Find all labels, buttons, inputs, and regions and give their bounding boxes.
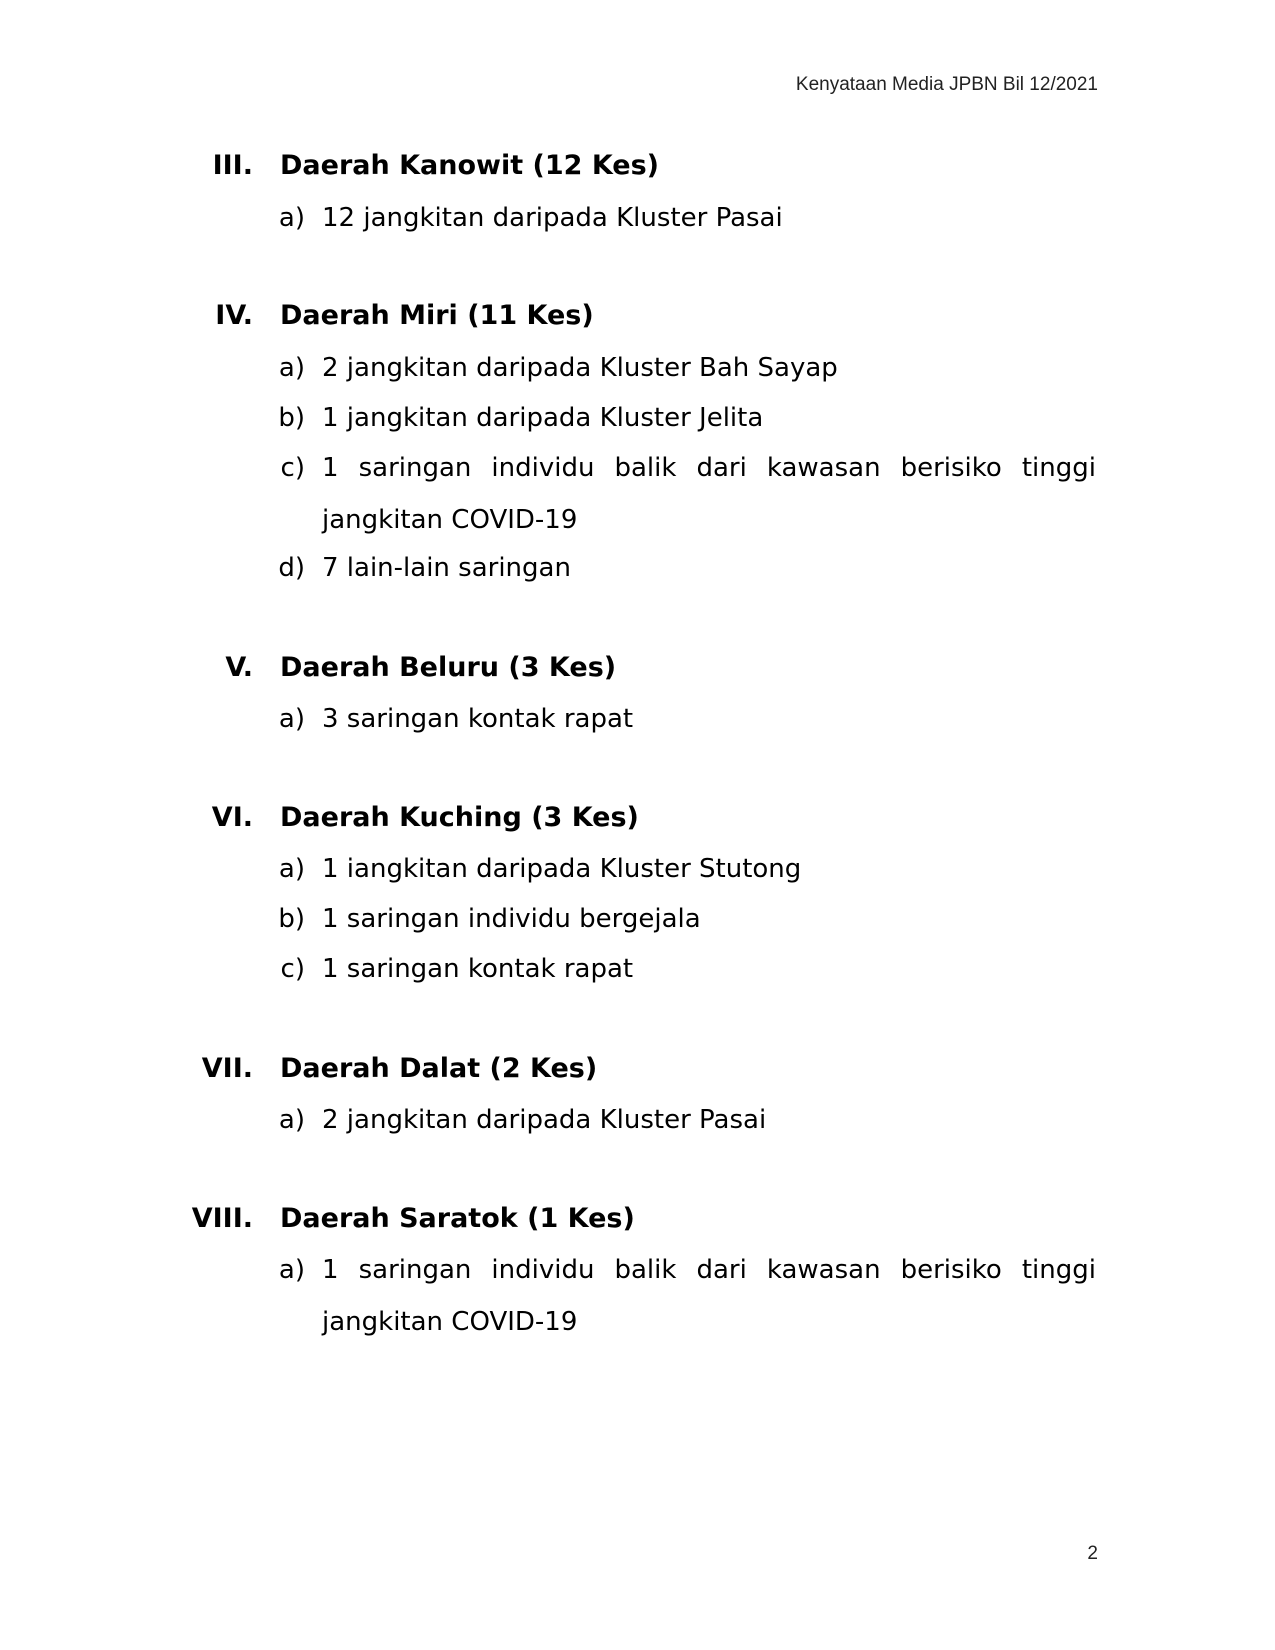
section-title: Daerah Kanowit (12 Kes) [280, 150, 660, 181]
page-number: 2 [1087, 1543, 1098, 1564]
item-marker: c) [280, 954, 305, 984]
section-heading-miri [0, 296, 1275, 336]
item-text-line-1: 1 saringan individu balik dari kawasan berisiko tinggi [322, 1255, 1096, 1285]
item-text: 12 jangkitan daripada Kluster Pasai [322, 203, 783, 233]
section-title: Daerah Kuching (3 Kes) [280, 802, 639, 833]
running-header: Kenyataan Media JPBN Bil 12/2021 [795, 74, 1098, 95]
item-marker: c) [280, 453, 305, 483]
item-text: 2 jangkitan daripada Kluster Pasai [322, 1105, 767, 1135]
section-heading-saratok [0, 1199, 1275, 1239]
section-title: Daerah Miri (11 Kes) [280, 300, 594, 331]
item-marker: a) [278, 704, 305, 734]
section-numeral: VI. [211, 802, 253, 833]
section-heading-kanowit [0, 146, 1275, 186]
item-marker: a) [278, 1105, 305, 1135]
item-text-line-2: jangkitan COVID-19 [322, 1307, 578, 1337]
item-marker: a) [278, 1255, 305, 1285]
item-text [322, 442, 1096, 546]
item-text: 1 iangkitan daripada Kluster Stutong [322, 854, 802, 884]
item-text: 1 saringan kontak rapat [322, 954, 634, 984]
section-title: Daerah Beluru (3 Kes) [280, 652, 617, 683]
section-heading-beluru [0, 648, 1275, 688]
section-numeral: VII. [201, 1053, 253, 1084]
section-title: Daerah Saratok (1 Kes) [280, 1203, 635, 1234]
item-text: 3 saringan kontak rapat [322, 704, 634, 734]
item-text-line-2: jangkitan COVID-19 [322, 505, 578, 535]
section-heading-kuching [0, 798, 1275, 838]
item-marker: a) [278, 854, 305, 884]
item-text-line-1: 1 saringan individu balik dari kawasan berisiko tinggi [322, 453, 1096, 483]
section-numeral: IV. [215, 300, 253, 331]
section-numeral: VIII. [191, 1203, 253, 1234]
item-marker: b) [278, 904, 305, 934]
item-text: 2 jangkitan daripada Kluster Bah Sayap [322, 353, 838, 383]
item-text: 1 saringan individu bergejala [322, 904, 701, 934]
section-heading-dalat [0, 1049, 1275, 1089]
section-numeral: III. [212, 150, 253, 181]
item-text: 7 lain-lain saringan [322, 553, 571, 583]
section-title: Daerah Dalat (2 Kes) [280, 1053, 598, 1084]
item-marker: b) [278, 403, 305, 433]
item-marker: a) [278, 353, 305, 383]
item-text [322, 1244, 1096, 1348]
section-numeral: V. [225, 652, 253, 683]
item-marker: a) [278, 203, 305, 233]
item-marker: d) [278, 553, 305, 583]
item-text: 1 jangkitan daripada Kluster Jelita [322, 403, 764, 433]
